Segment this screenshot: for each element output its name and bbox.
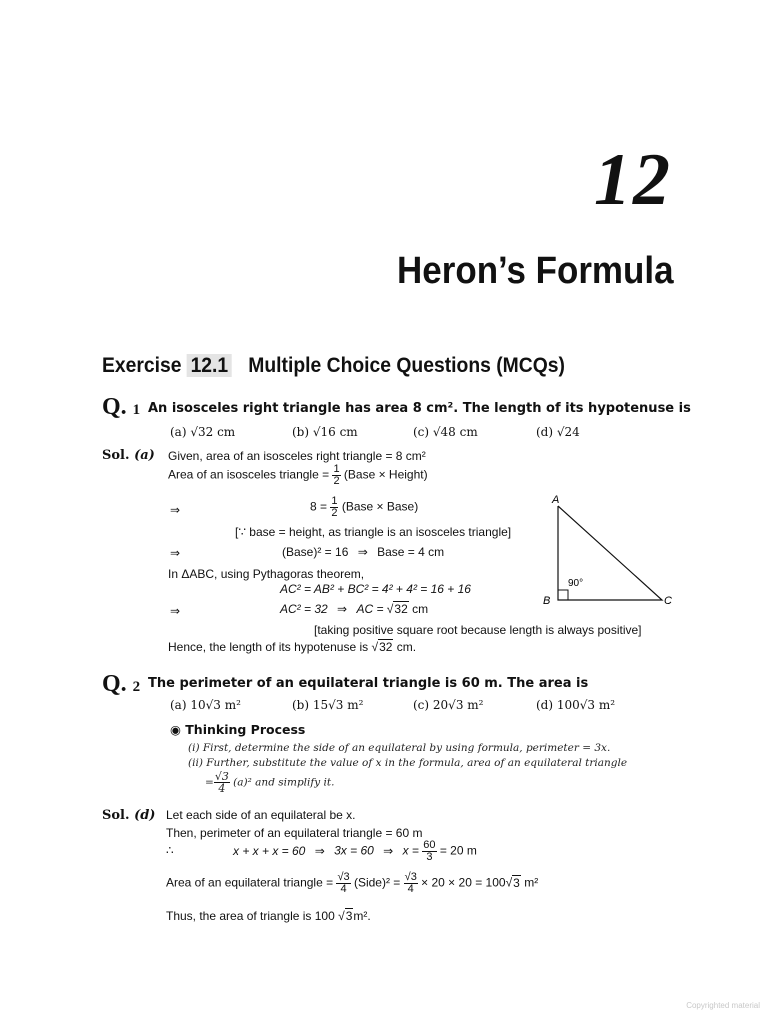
num: 60 [423, 839, 436, 851]
q1-line-10: Hence, the length of its hypotenuse is √32 cm. [168, 640, 417, 654]
den: 4 [407, 883, 414, 895]
q2-s4a: Area of an equilateral triangle = [166, 875, 334, 890]
q1-l10b: 32 [379, 640, 393, 654]
q1-answer: (a) [134, 448, 155, 463]
q2-sol-line-3 [166, 840, 477, 863]
exercise-heading [102, 354, 565, 378]
q1-l5b: Base = 4 cm [377, 545, 445, 559]
q1-l8d: cm [412, 602, 429, 616]
exercise-number: 12.1 [187, 354, 232, 377]
q1-text: An isosceles right triangle has area 8 cm². The length of its hypotenuse is [148, 401, 691, 416]
thinking-step-2: (ii) Further, substitute the value of x in the formula, area of an equilateral triangle [188, 757, 628, 769]
q1-sol: Sol. [102, 448, 130, 463]
q2-answer: (d) [134, 808, 156, 823]
q1-line-3 [310, 496, 418, 519]
den: 2 [331, 507, 338, 519]
q2-s5b: 3 [345, 909, 353, 923]
q2-solution-label [102, 808, 155, 823]
q2-s3c: 3x = 60 [334, 843, 374, 858]
q2-option-b: (b) 15√3 m² [292, 698, 364, 712]
q1-option-b: (b) √16 cm [292, 425, 358, 439]
q1-arrow-3: ⇒ [170, 604, 181, 618]
q2-sol-line-2: Then, perimeter of an equilateral triangle = 60 m [166, 826, 423, 840]
q2-s3e: = 20 m [439, 843, 477, 858]
num: 1 [333, 463, 340, 475]
den: 3 [426, 851, 433, 863]
q1-line-6: In ΔABC, using Pythagoras theorem, [168, 567, 365, 581]
q1-line-2 [168, 464, 428, 487]
den: 2 [333, 475, 340, 487]
q1-l8c: 32 [394, 602, 408, 616]
den: 4 [340, 883, 347, 895]
den: 4 [218, 782, 226, 795]
q1-line-1: Given, area of an isosceles right triangle = 8 cm² [168, 449, 426, 463]
q1-arrow-2: ⇒ [170, 546, 181, 560]
q1-arrow-1: ⇒ [170, 503, 181, 517]
num: 1 [331, 495, 338, 507]
q2-num: 2 [132, 679, 141, 695]
q1-label [102, 394, 140, 421]
q1-l5a: (Base)² = 16 [282, 545, 349, 559]
vertex-b-label: B [543, 595, 551, 607]
q1-line-8: AC² = 32 ⇒ AC = √32 cm [280, 602, 429, 616]
q1-option-d: (d) √24 [536, 425, 580, 439]
thinking-step-3-text: (a)² and simplify it. [233, 776, 335, 789]
q2-q: Q. [102, 671, 127, 697]
fraction-60-over-3 [422, 840, 436, 863]
arrow: ⇒ [383, 843, 394, 858]
fraction-half [332, 464, 340, 487]
q1-l10c: cm. [396, 640, 417, 654]
exercise-prefix: Exercise [102, 354, 182, 377]
q2-sol-line-5: Thus, the area of triangle is 100 √3m². [166, 909, 371, 923]
q1-l3a: 8 = [310, 499, 328, 514]
chapter-title: Heron’s Formula [397, 250, 674, 292]
num: √3 [214, 770, 229, 783]
right-triangle-figure [540, 494, 680, 614]
q1-option-a: (a) √32 cm [170, 425, 236, 439]
arrow: ⇒ [314, 843, 325, 858]
fraction-half [330, 496, 338, 519]
q1-q: Q. [102, 394, 127, 420]
q1-line-9: [taking positive square root because length is always positive] [314, 623, 642, 637]
fraction-sqrt3-over-4 [214, 771, 230, 794]
vertex-a-label: A [552, 494, 560, 506]
fraction-sqrt3-over-4 [336, 872, 350, 895]
q2-option-d: (d) 100√3 m² [536, 698, 616, 712]
q2-sol-line-1: Let each side of an equilateral be x. [166, 808, 356, 822]
q2-s5c: m². [353, 909, 371, 923]
q1-line-5 [282, 545, 444, 559]
footer-watermark: Copyrighted material [686, 1001, 760, 1010]
q2-text: The perimeter of an equilateral triangle is 60 m. The area is [148, 676, 589, 691]
arrow: ⇒ [337, 602, 348, 616]
q2-s4d: 3 [513, 875, 520, 890]
q2-label [102, 671, 140, 698]
q1-line-4: [∵ base = height, as triangle is an isosceles triangle] [235, 525, 512, 539]
exercise-title: Multiple Choice Questions (MCQs) [248, 354, 565, 377]
q1-l2a: Area of an isosceles triangle = [168, 467, 330, 482]
q1-line-7: AC² = AB² + BC² = 4² + 4² = 16 + 16 [280, 582, 471, 596]
thinking-process-title: Thinking Process [185, 722, 306, 737]
lightbulb-icon: ◉ [170, 722, 181, 737]
thinking-process-heading [170, 722, 305, 737]
q1-l3b: (Base × Base) [341, 499, 419, 514]
therefore: ∴ [166, 843, 174, 858]
chapter-number: 12 [594, 139, 672, 221]
q2-sol: Sol. [102, 808, 130, 823]
q2-s5a: Thus, the area of triangle is 100 [166, 909, 335, 923]
right-angle-mark [558, 590, 568, 600]
q1-num: 1 [132, 402, 141, 418]
q2-s4b: (Side)² = [353, 875, 401, 890]
q2-option-a: (a) 10√3 m² [170, 698, 241, 712]
q1-solution-label [102, 448, 155, 463]
thinking-step-1: (i) First, determine the side of an equilateral by using formula, perimeter = 3x. [188, 742, 611, 754]
vertex-c-label: C [664, 595, 672, 607]
num: √3 [404, 871, 417, 883]
q1-option-c: (c) √48 cm [413, 425, 478, 439]
thinking-step-3: = $\frac{√3}{4}$ (a)² and simplify it. [205, 770, 335, 795]
q2-option-c: (c) 20√3 m² [413, 698, 484, 712]
q1-l8a: AC² = 32 [280, 602, 328, 616]
num: √3 [337, 871, 350, 883]
q2-s3b: x + x + x = 60 [232, 843, 306, 858]
q2-sol-line-4: Area of an equilateral triangle = $\frac{√3}{4}$ (Side)² = $\frac{√3}{4}$ × 20 × 20 = 100√3 m² [166, 871, 539, 895]
q2-s4e: m² [524, 875, 539, 890]
q2-s4c: × 20 × 20 = 100 [421, 875, 506, 890]
q2-s3d: x = [402, 843, 419, 858]
fraction-sqrt3-over-4 [404, 872, 418, 895]
q1-l10a: Hence, the length of its hypotenuse is [168, 640, 369, 654]
angle-label: 90° [568, 578, 584, 589]
q1-l8b: AC = [356, 602, 384, 616]
arrow: ⇒ [357, 545, 368, 559]
q1-l2b: (Base × Height) [343, 467, 428, 482]
